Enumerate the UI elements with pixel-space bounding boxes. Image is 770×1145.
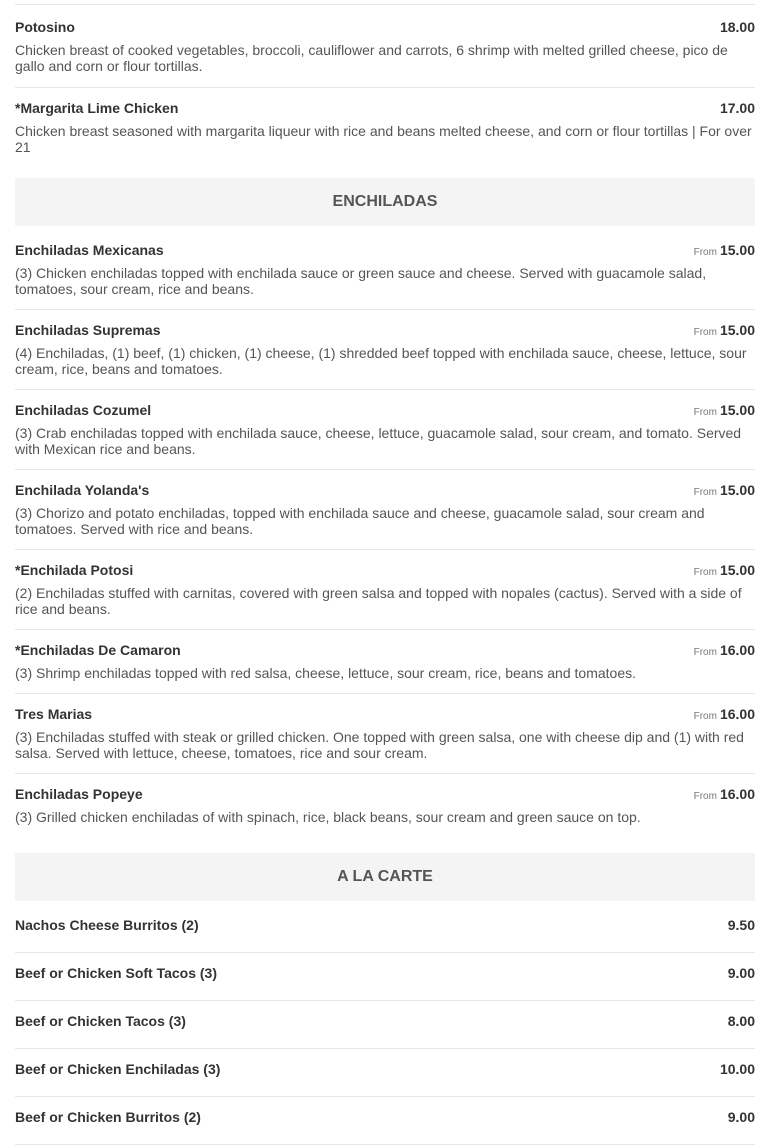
price-value: 15.00: [719, 482, 755, 498]
item-description: (3) Chicken enchiladas topped with enchilada sauce or green sauce and cheese. Served with guacamole salad, tomatoes, sour cream, rice and beans.: [15, 265, 707, 297]
section-title: ENCHILADAS: [332, 193, 438, 210]
item-name: *Enchiladas De Camaron: [15, 642, 181, 658]
item-name: Nachos Cheese Burritos (2): [15, 917, 199, 933]
from-label: From: [693, 247, 717, 258]
menu-item-enchiladas-cozumel[interactable]: [15, 390, 755, 470]
item-name: Beef or Chicken Tacos (3): [15, 1013, 186, 1029]
item-description: (3) Chorizo and potato enchiladas, topped with enchilada sauce and cheese, guacamole salad, sour cream and tomatoes. Served with rice and beans.: [15, 505, 705, 537]
item-name: Enchilada Yolanda's: [15, 482, 150, 498]
menu-item-nachos-cheese-burritos-2[interactable]: [15, 901, 755, 953]
item-price: [694, 786, 755, 802]
from-label: From: [693, 711, 717, 722]
from-label: From: [693, 487, 717, 498]
from-label: From: [693, 407, 717, 418]
menu-item-enchiladas-de-camaron[interactable]: [15, 630, 755, 694]
menu-item-tres-marias[interactable]: [15, 694, 755, 774]
menu-item-beef-or-chicken-enchiladas-3[interactable]: [15, 1049, 755, 1097]
item-name: Potosino: [15, 19, 75, 35]
section-header-a-la-carte: [15, 853, 755, 901]
item-name: Enchiladas Popeye: [15, 786, 143, 802]
menu-item-margarita-lime-chicken[interactable]: [15, 88, 755, 170]
menu-item-beef-or-chicken-burritos-2[interactable]: [15, 1097, 755, 1145]
item-description: (4) Enchiladas, (1) beef, (1) chicken, (1) cheese, (1) shredded beef topped with enchilada sauce, cheese, lettuce, sour cream, rice, beans and tomatoes.: [15, 345, 747, 377]
menu-item-enchiladas-supremas[interactable]: [15, 310, 755, 390]
item-price: 9.50: [727, 917, 755, 933]
enchiladas-list: [15, 226, 755, 837]
item-name: Beef or Chicken Burritos (2): [15, 1109, 201, 1125]
menu-item-enchiladas-mexicanas[interactable]: [15, 226, 755, 310]
price-value: 15.00: [719, 402, 755, 418]
from-label: From: [693, 647, 717, 658]
item-price: 18.00: [719, 19, 755, 35]
item-name: *Margarita Lime Chicken: [15, 100, 179, 116]
menu-item-enchiladas-popeye[interactable]: [15, 774, 755, 837]
price-value: 15.00: [719, 242, 755, 258]
price-value: 16.00: [719, 642, 755, 658]
section-title: A LA CARTE: [337, 868, 433, 885]
item-name: Tres Marias: [15, 706, 93, 722]
menu-item-potosino[interactable]: [15, 5, 755, 88]
item-price: [694, 562, 755, 578]
item-description: (3) Crab enchiladas topped with enchilada sauce, cheese, lettuce, guacamole salad, sour cream, and tomato. Served with Mexican rice and beans.: [15, 425, 742, 457]
item-name: Enchiladas Cozumel: [15, 402, 152, 418]
menu-item-beef-or-chicken-tacos-3[interactable]: [15, 1001, 755, 1049]
item-name: Enchiladas Mexicanas: [15, 242, 164, 258]
item-description: Chicken breast seasoned with margarita liqueur with rice and beans melted cheese, and corn or flour tortillas | For over 21: [15, 123, 752, 155]
a-la-carte-list: [15, 901, 755, 1145]
item-name: *Enchilada Potosi: [15, 562, 134, 578]
item-price: [694, 402, 755, 418]
item-description: Chicken breast of cooked vegetables, broccoli, cauliflower and carrots, 6 shrimp with melted grilled cheese, pico de gallo and corn or flour tortillas.: [15, 42, 728, 74]
price-value: 16.00: [719, 786, 755, 802]
item-price: 9.00: [727, 1109, 755, 1125]
item-price: 17.00: [719, 100, 755, 116]
item-name: Beef or Chicken Enchiladas (3): [15, 1061, 221, 1077]
price-value: 15.00: [719, 322, 755, 338]
menu-item-enchilada-yolanda-s[interactable]: [15, 470, 755, 550]
item-price: [694, 322, 755, 338]
from-label: From: [693, 327, 717, 338]
price-value: 15.00: [719, 562, 755, 578]
item-price: [694, 642, 755, 658]
item-description: (3) Grilled chicken enchiladas of with spinach, rice, black beans, sour cream and green sauce on top.: [15, 809, 641, 825]
item-price: 9.00: [727, 965, 755, 981]
item-price: 10.00: [719, 1061, 755, 1077]
menu-item-enchilada-potosi[interactable]: [15, 550, 755, 630]
item-price: [694, 242, 755, 258]
menu-item-beef-or-chicken-soft-tacos-3[interactable]: [15, 953, 755, 1001]
item-name: Enchiladas Supremas: [15, 322, 161, 338]
item-price: 8.00: [727, 1013, 755, 1029]
item-price: [694, 706, 755, 722]
price-value: 16.00: [719, 706, 755, 722]
menu-list: [15, 0, 755, 1145]
item-description: (3) Shrimp enchiladas topped with red salsa, cheese, lettuce, sour cream, rice, beans and tomatoes.: [15, 665, 636, 681]
item-description: (2) Enchiladas stuffed with carnitas, covered with green salsa and topped with nopales (cactus). Served with a side of rice and beans.: [15, 585, 742, 617]
from-label: From: [693, 567, 717, 578]
from-label: From: [693, 791, 717, 802]
item-name: Beef or Chicken Soft Tacos (3): [15, 965, 218, 981]
item-price: [694, 482, 755, 498]
section-header-enchiladas: [15, 178, 755, 226]
item-description: (3) Enchiladas stuffed with steak or grilled chicken. One topped with green salsa, one with cheese dip and (1) with red salsa. Served with lettuce, cheese, tomatoes, rice and sour cream.: [15, 729, 744, 761]
